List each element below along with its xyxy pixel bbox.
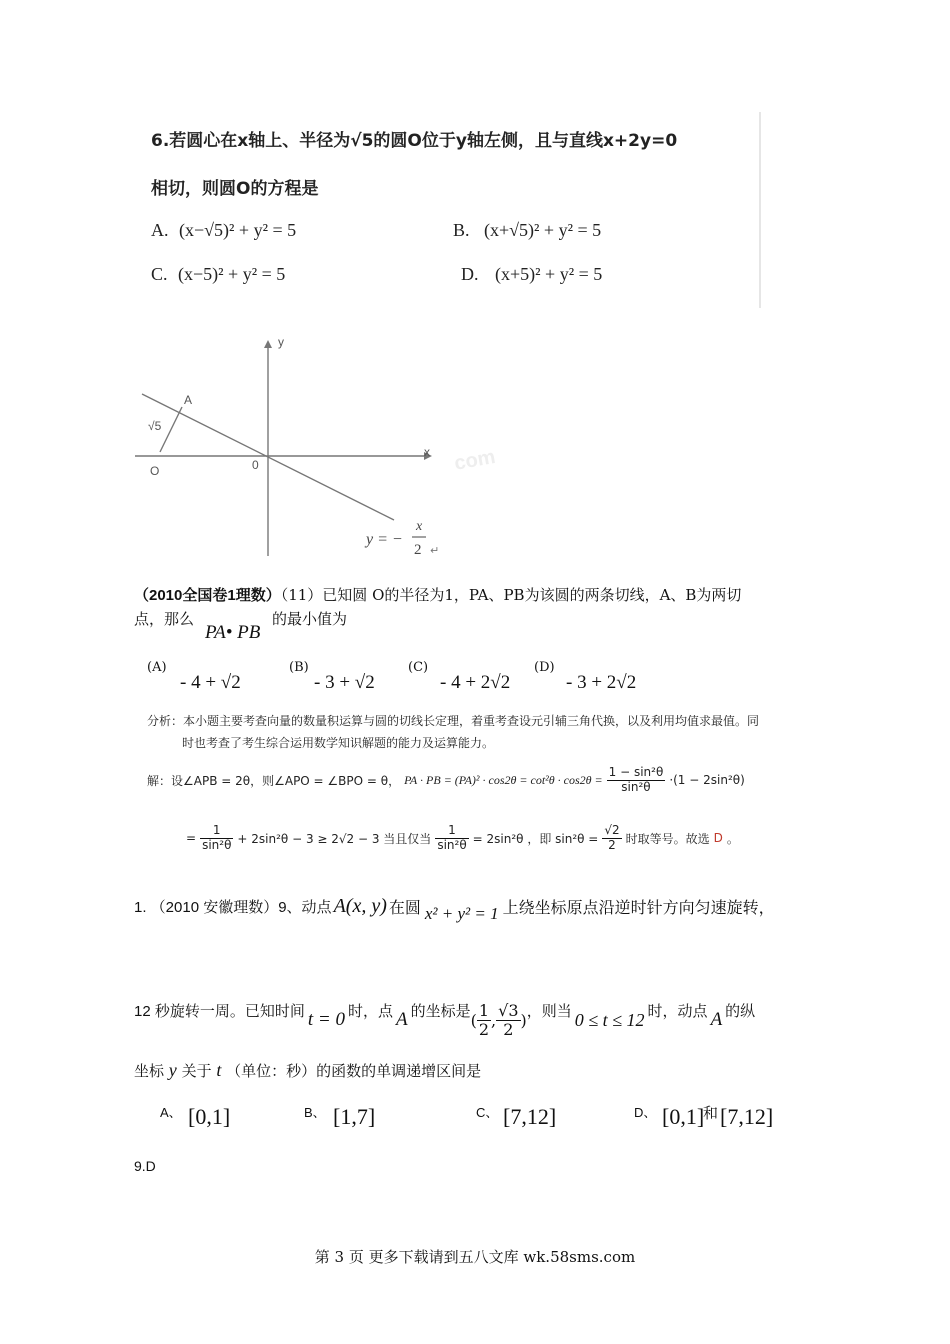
q6-option-c-label: C. xyxy=(151,264,168,284)
sol2-fraction3 xyxy=(602,824,621,851)
q9-line3-b: 关于 xyxy=(181,1062,212,1080)
q9-option-b-expr: [1,7] xyxy=(333,1104,376,1129)
q6-option-a xyxy=(151,220,296,241)
q9-line1-c: 上绕坐标原点沿逆时针方向匀速旋转， xyxy=(502,897,775,917)
x-axis-label: x xyxy=(424,445,430,459)
sol1-mid: PA · PB = (PA)² · cos2θ = cot²θ · cos2θ = xyxy=(404,772,603,787)
point-a-label: A xyxy=(184,393,193,407)
q6-option-d-label: D. xyxy=(461,264,479,284)
q11-choice-b-expr: - 3 + √2 xyxy=(314,672,375,693)
page-footer: 第 3 页 更多下载请到五八文库 wk.58sms.com xyxy=(314,1248,636,1266)
q6-option-d xyxy=(461,264,602,285)
q6-option-d-expr: (x+5)² + y² = 5 xyxy=(495,264,603,284)
q9-coord-frac1-num: 1 xyxy=(478,1000,490,1020)
q9-coord-frac1-den: 2 xyxy=(478,1019,490,1039)
q6-option-c-expr: (x−5)² + y² = 5 xyxy=(178,264,286,284)
q9-coord-frac2-num: √3 xyxy=(498,1000,519,1020)
q9-range: 0 ≤ t ≤ 12 xyxy=(574,1009,645,1030)
line-equation-num: x xyxy=(416,519,423,534)
q11-choice-c-label: (C) xyxy=(408,660,429,675)
sol2-fraction2-den: sin²θ xyxy=(437,837,467,852)
q6-stem-line2: 相切，则圆O的方程是 xyxy=(151,179,319,199)
q11-text2b: 的最小值为 xyxy=(272,610,348,628)
sol2-fraction1-den: sin²θ xyxy=(202,837,232,852)
q9-option-d-joiner: 和 xyxy=(703,1104,719,1122)
q9-line3-c: （单位：秒）的函数的单调递增区间是 xyxy=(226,1062,482,1080)
q9-line2 xyxy=(134,982,755,1038)
q9-y: y xyxy=(168,1060,177,1080)
q11-text1: （11）已知圆 O的半径为1，PA、PB为该圆的两条切线，A、B为两切 xyxy=(280,586,742,604)
q9-coord-open: ( xyxy=(470,1010,477,1030)
sol2-fraction2-num: 1 xyxy=(435,824,468,838)
q11-choice-c-expr: - 4 + 2√2 xyxy=(440,672,511,693)
sol1-tail: ·(1 − 2sin²θ) xyxy=(669,773,745,787)
q6-option-b-label: B. xyxy=(453,220,470,240)
q11-analysis-line1: 分析：本小题主要考查向量的数量积运算与圆的切线长定理，着重考查设元引辅三角代换，以及利用均值求最值。同 xyxy=(147,714,760,728)
q9-coordinate xyxy=(471,1002,527,1038)
q9-line1 xyxy=(134,888,775,924)
q9-t0: t = 0 xyxy=(307,1009,345,1030)
y-axis-arrow xyxy=(264,340,272,348)
q6-stem-line1: 6.若圆心在x轴上、半径为√5的圆O位于y轴左侧，且与直线x+2y=0 xyxy=(151,131,678,151)
q9-option-d-expr: [0,1] xyxy=(662,1104,705,1129)
q9-option-d-label: D、 xyxy=(634,1105,657,1120)
question-6-image xyxy=(145,112,765,308)
point-o-label: O xyxy=(150,464,160,478)
q9-line2-d: ，则当 xyxy=(526,1001,572,1020)
sol2-mid2: = 2sin²θ ，即 sin²θ = xyxy=(472,831,599,846)
q9-coord-frac2-den: 2 xyxy=(503,1019,514,1039)
q9-option-d-expr2: [7,12] xyxy=(720,1104,774,1129)
q6-option-b-expr: (x+√5)² + y² = 5 xyxy=(484,220,602,240)
q9-line3 xyxy=(134,1060,481,1081)
q9-coord-comma: , xyxy=(491,1010,497,1030)
q11-choice-d-expr: - 3 + 2√2 xyxy=(566,672,637,693)
sol1-fraction xyxy=(607,766,666,793)
sol1-prefix: 解：设∠APB = 2θ，则∠APO = ∠BPO = θ， xyxy=(147,773,401,788)
q6-option-b xyxy=(453,220,601,241)
q11-line1 xyxy=(134,584,741,605)
q11-solution-line2 xyxy=(186,816,739,860)
sol2-fraction3-den: 2 xyxy=(608,837,616,852)
q11-choice-b-label: (B) xyxy=(289,660,309,675)
y-axis-label: y xyxy=(278,335,284,349)
q9-a3: A xyxy=(710,1009,723,1030)
q9-answer: 9.D xyxy=(134,1158,156,1174)
sol2-fraction3-num: √2 xyxy=(604,823,620,838)
sol2-eq: = xyxy=(186,831,197,845)
return-mark: ↵ xyxy=(430,544,440,557)
q9-line2-e: 时，动点 xyxy=(647,1001,708,1020)
sol2-fraction2 xyxy=(435,824,468,851)
q11-choice-d-label: (D) xyxy=(534,660,555,675)
sol2-tail: 时取等号。故选 xyxy=(625,831,710,846)
q9-line2-b: 时，点 xyxy=(347,1001,393,1020)
q11-line2 xyxy=(134,608,194,629)
q11-analysis-line2: 时也考查了考生综合运用数学知识解题的能力及运算能力。 xyxy=(182,736,495,750)
sol1-fraction-den: sin²θ xyxy=(621,779,651,794)
q9-option-c-expr: [7,12] xyxy=(503,1104,557,1129)
q9-line3-a: 坐标 xyxy=(134,1062,165,1080)
radius-label: √5 xyxy=(148,419,162,433)
sol2-fraction1 xyxy=(200,824,233,851)
q9-option-b-label: B、 xyxy=(304,1105,326,1120)
tangent-figure xyxy=(132,334,498,566)
origin-label: 0 xyxy=(252,458,259,472)
q6-option-c xyxy=(151,264,285,285)
sol1-fraction-num: 1 − sin²θ xyxy=(608,765,664,780)
sol2-mid: + 2sin²θ − 3 ≥ 2√2 − 3 当且仅当 xyxy=(237,831,432,846)
q9-t: t xyxy=(216,1060,222,1080)
q9-coord-frac1 xyxy=(477,1002,491,1038)
watermark-text: com xyxy=(452,445,498,475)
sol2-period: 。 xyxy=(726,831,739,846)
q9-option-a-label: A、 xyxy=(160,1105,182,1120)
q6-option-a-expr: (x−√5)² + y² = 5 xyxy=(179,220,297,240)
q11-choice-a-label: (A) xyxy=(147,660,167,675)
q9-option-c-label: C、 xyxy=(476,1105,499,1120)
q9-a2: A xyxy=(395,1009,408,1030)
q11-text2a: 点，那么 xyxy=(134,610,195,628)
q9-line1-b: 在圆 xyxy=(388,897,421,917)
q11-solution-line1 xyxy=(147,760,745,800)
q9-coord-frac2 xyxy=(496,1002,520,1038)
sol2-fraction1-num: 1 xyxy=(200,824,233,838)
q9-line2-c: 的坐标是 xyxy=(410,1001,471,1020)
q9-option-a-expr: [0,1] xyxy=(188,1104,231,1129)
q9-line2-a: 12 秒旋转一周。已知时间 xyxy=(134,1002,305,1020)
q9-coord-close: ) xyxy=(520,1010,527,1030)
image-edge xyxy=(759,112,761,308)
q11-source: （2010全国卷1理数） xyxy=(134,587,281,604)
q11-dot-expression: PA• PB xyxy=(205,622,261,643)
sol2-answer: D xyxy=(713,831,723,845)
line-equation-lhs: y = − xyxy=(366,531,403,548)
q9-line1-a: 1. （2010 安徽理数）9、动点 xyxy=(134,898,332,916)
q9-point: A(x, y) xyxy=(333,894,387,917)
q9-line2-f: 的纵 xyxy=(725,1001,756,1020)
q6-option-a-label: A. xyxy=(151,220,169,240)
q11-choice-a-expr: - 4 + √2 xyxy=(180,672,241,693)
line-equation-den: 2 xyxy=(414,542,422,558)
radius-segment xyxy=(160,407,182,452)
q9-circle: x² + y² = 1 xyxy=(424,904,499,923)
